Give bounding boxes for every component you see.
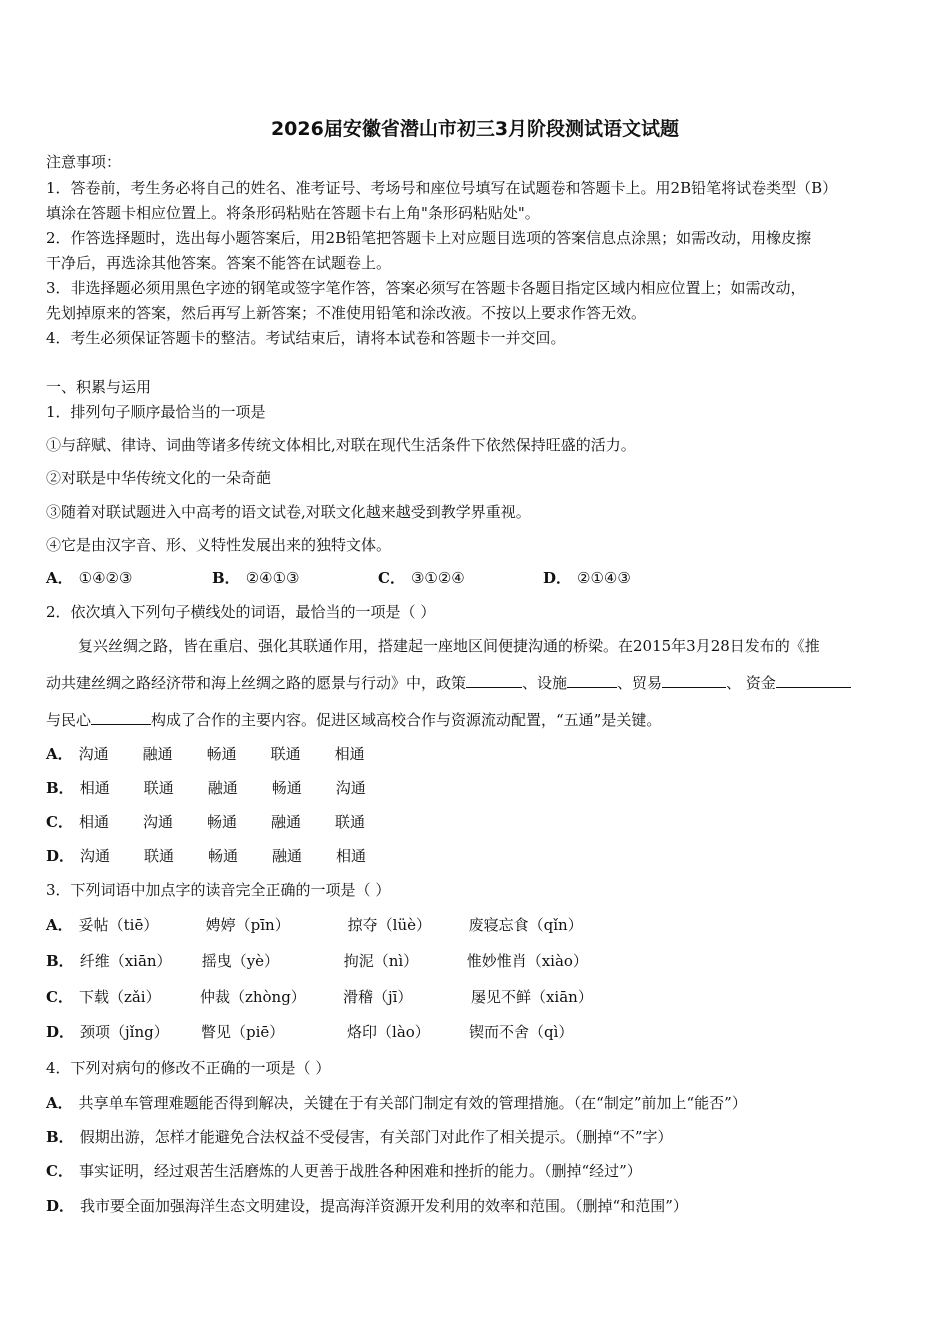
q2-option-b[interactable]: B． 相通 联通 融通 畅通 沟通: [46, 779, 366, 797]
notice-line: 干净后，再选涂其他答案。答案不能答在试题卷上。: [46, 254, 392, 272]
q3-option-d[interactable]: D． 颈项（jǐng） 瞥见（piē） 烙印（lào） 锲而不舍（qì）: [46, 1023, 574, 1041]
question-4-stem: 4．下列对病句的修改不正确的一项是（ ）: [46, 1059, 331, 1077]
question-3-stem: 3．下列词语中加点字的读音完全正确的一项是（ ）: [46, 881, 391, 899]
q1-sentence: ①与辞赋、律诗、词曲等诸多传统文体相比,对联在现代生活条件下依然保持旺盛的活力。: [46, 436, 636, 454]
notice-line: 2．作答选择题时，选出每小题答案后，用2B铅笔把答题卡上对应题目选项的答案信息点涂黑；如需改动，用橡皮擦: [46, 229, 812, 247]
q3-option-a[interactable]: A． 妥帖（tiē） 娉婷（pīn） 掠夺（lüè） 废寝忘食（qǐn）: [46, 916, 583, 934]
q1-sentence: ②对联是中华传统文化的一朵奇葩: [46, 469, 272, 487]
q2-option-d[interactable]: D． 沟通 联通 畅通 融通 相通: [46, 847, 367, 865]
q3-option-c[interactable]: C． 下载（zǎi） 仲裁（zhòng） 滑稽（jī） 屡见不鲜（xiān）: [46, 988, 593, 1006]
q1-sentence: ③随着对联试题进入中高考的语文试卷,对联文化越来越受到教学界重视。: [46, 503, 531, 521]
q1-option-a[interactable]: A． ①④②③: [46, 569, 133, 587]
q4-option-c[interactable]: C． 事实证明，经过艰苦生活磨炼的人更善于战胜各种困难和挫折的能力。（删掉“经过”）: [46, 1162, 642, 1180]
q2-paragraph: 动共建丝绸之路经济带和海上丝绸之路的愿景与行动》中，政策 、设施 、贸易 、 资金: [46, 673, 851, 693]
notice-heading: 注意事项：: [46, 153, 122, 171]
q2-paragraph: 复兴丝绸之路，皆在重启、强化其联通作用，搭建起一座地区间便捷沟通的桥梁。在2015年3月28日发布的《推: [78, 637, 820, 655]
q1-sentence: ④它是由汉字音、形、义特性发展出来的独特文体。: [46, 536, 392, 554]
answer-blank: [91, 710, 151, 725]
notice-line: 4．考生必须保证答题卡的整洁。考试结束后，请将本试卷和答题卡一并交回。: [46, 329, 566, 347]
q3-option-b[interactable]: B． 纤维（xiān） 摇曳（yè） 拘泥（nì） 惟妙惟肖（xiào）: [46, 952, 588, 970]
q1-option-d[interactable]: D． ②①④③: [543, 569, 631, 587]
page-title: 2026届安徽省潜山市初三3月阶段测试语文试题: [270, 118, 680, 140]
question-2-stem: 2．依次填入下列句子横线处的词语，最恰当的一项是（ ）: [46, 603, 436, 621]
q4-option-d[interactable]: D． 我市要全面加强海洋生态文明建设，提高海洋资源开发利用的效率和范围。（删掉“和范围”）: [46, 1197, 688, 1215]
section-heading: 一、积累与运用: [46, 378, 152, 396]
notice-line: 先划掉原来的答案，然后再写上新答案；不准使用铅笔和涂改液。不按以上要求作答无效。: [46, 304, 647, 322]
notice-line: 3．非选择题必须用黑色字迹的钢笔或签字笔作答，答案必须写在答题卡各题目指定区域内相应位置上；如需改动，: [46, 279, 806, 297]
answer-blank: [567, 673, 617, 688]
q4-option-b[interactable]: B． 假期出游，怎样才能避免合法权益不受侵害，有关部门对此作了相关提示。（删掉“不”字）: [46, 1128, 673, 1146]
notice-line: 填涂在答题卡相应位置上。将条形码粘贴在答题卡右上角"条形码粘贴处"。: [46, 204, 540, 222]
question-1-stem: 1．排列句子顺序最恰当的一项是: [46, 403, 266, 421]
answer-blank: [466, 673, 522, 688]
answer-blank: [662, 673, 726, 688]
q2-paragraph: 与民心 构成了合作的主要内容。促进区域高校合作与资源流动配置，“五通”是关键。: [46, 711, 662, 729]
q1-option-b[interactable]: B． ②④①③: [212, 569, 300, 587]
q1-option-c[interactable]: C． ③①②④: [378, 569, 465, 587]
notice-line: 1．答卷前，考生务必将自己的姓名、准考证号、考场号和座位号填写在试题卷和答题卡上。用2B铅笔将试卷类型（B）: [46, 179, 838, 197]
q4-option-a[interactable]: A． 共享单车管理难题能否得到解决，关键在于有关部门制定有效的管理措施。（在“制定”前加上“能否”）: [46, 1094, 747, 1112]
answer-blank: [776, 673, 851, 688]
q2-option-c[interactable]: C． 相通 沟通 畅通 融通 联通: [46, 813, 365, 831]
q2-option-a[interactable]: A． 沟通 融通 畅通 联通 相通: [46, 745, 365, 763]
